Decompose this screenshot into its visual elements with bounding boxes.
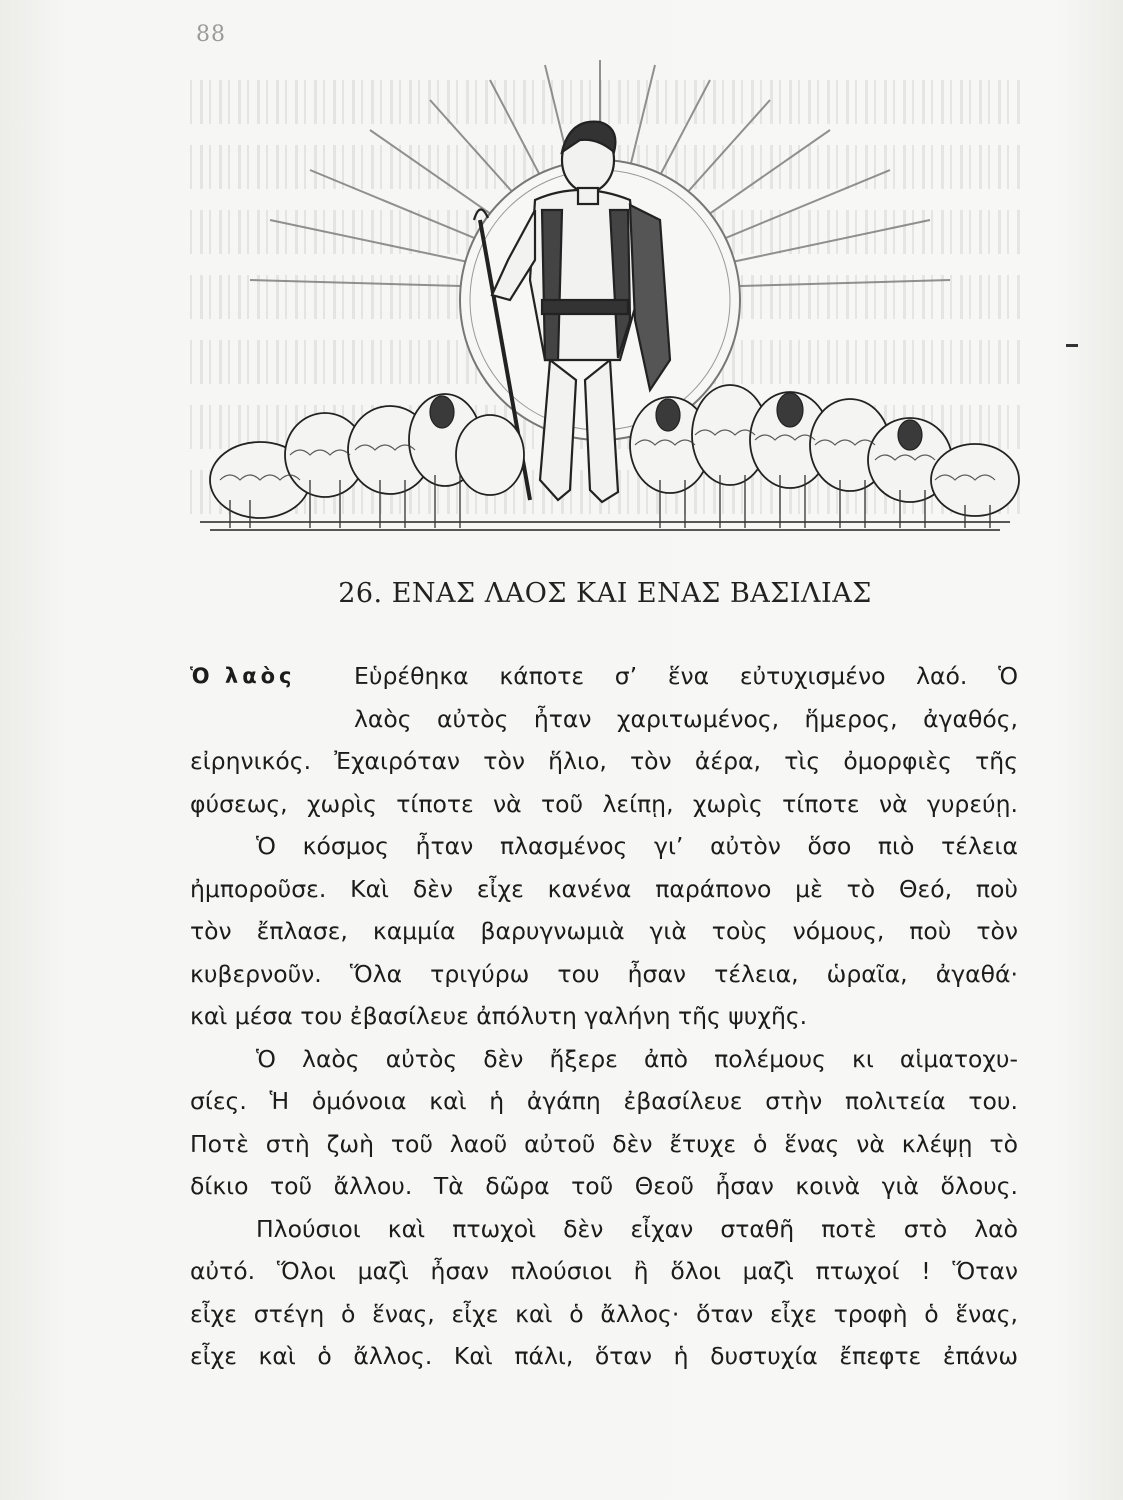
shepherd-illustration xyxy=(190,60,1025,550)
text-line: εἶχε στέγη ὁ ἕνας, εἶχε καὶ ὁ ἄλλος· ὅταν εἶχε τροφὴ ὁ ἕνας, xyxy=(190,1299,1018,1328)
text-line: Ποτὲ στὴ ζωὴ τοῦ λαοῦ αὐτοῦ δὲν ἔτυχε ὁ ἕνας νὰ κλέψῃ τὸ xyxy=(190,1129,1018,1158)
text-line: αὐτό. Ὅλοι μαζὶ ἦσαν πλούσιοι ἢ ὅλοι μαζὶ πτωχοί ! Ὅταν xyxy=(190,1257,1018,1285)
chapter-body xyxy=(190,655,1018,1378)
text-line: τὸν ἔπλασε, καμμία βαρυγνωμιὰ γιὰ τοὺς νόμους, ποὺ τὸν xyxy=(190,917,1018,945)
text-line: λαὸς αὐτὸς ἦταν χαριτωμένος, ἥμερος, ἀγαθός, xyxy=(354,704,1018,733)
chapter-title: 26. ΕΝΑΣ ΛΑΟΣ ΚΑΙ ΕΝΑΣ ΒΑΣΙΛΙΑΣ xyxy=(338,578,872,609)
text-line: Πλούσιοι καὶ πτωχοὶ δὲν εἶχαν σταθῆ ποτὲ στὸ λαὸ xyxy=(256,1214,1018,1243)
text-line: Ὁ κόσμος ἦταν πλασμένος γι’ αὐτὸν ὅσο πιὸ τέλεια xyxy=(256,832,1018,860)
text-line: κυβερνοῦν. Ὅλα τριγύρω του ἦσαν τέλεια, ὡραῖα, ἀγαθά· xyxy=(190,959,1018,988)
text-line: καὶ μέσα του ἐβασίλευε ἀπόλυτη γαλήνη τῆς ψυχῆς. xyxy=(190,1002,808,1030)
side-label: Ὁ λαὸς xyxy=(190,664,296,688)
text-line: δίκιο τοῦ ἄλλου. Τὰ δῶρα τοῦ Θεοῦ ἦσαν κοινὰ γιὰ ὅλους. xyxy=(190,1172,1018,1200)
text-line: ἠμποροῦσε. Καὶ δὲν εἶχε κανένα παράπονο μὲ τὸ Θεό, ποὺ xyxy=(190,874,1018,903)
text-line-content: Εὑρέθηκα κάποτε σ’ ἕνα εὐτυχισμένο λαό. Ὁ xyxy=(354,662,1018,690)
text-line: σίες. Ἡ ὁμόνοια καὶ ἡ ἀγάπη ἐβασίλευε στὴν πολιτεία του. xyxy=(190,1087,1018,1115)
text-line: εἶχε καὶ ὁ ἄλλος. Καὶ πάλι, ὅταν ἡ δυστυχία ἔπεφτε ἐπάνω xyxy=(190,1342,1018,1370)
text-line: Ὁ λαὸς αὐτὸς δὲν ἤξερε ἀπὸ πολέμους κι αἱματοχυ- xyxy=(256,1044,1018,1073)
text-line xyxy=(190,655,1018,698)
text-line: εἰρηνικός. Ἐχαιρόταν τὸν ἥλιο, τὸν ἀέρα, τὶς ὀμορφιὲς τῆς xyxy=(190,747,1018,775)
margin-mark xyxy=(1066,344,1078,347)
text-line: φύσεως, χωρὶς τίποτε νὰ τοῦ λείπῃ, χωρὶς τίποτε νὰ γυρεύῃ. xyxy=(190,789,1018,818)
page-number: 88 xyxy=(196,22,226,47)
